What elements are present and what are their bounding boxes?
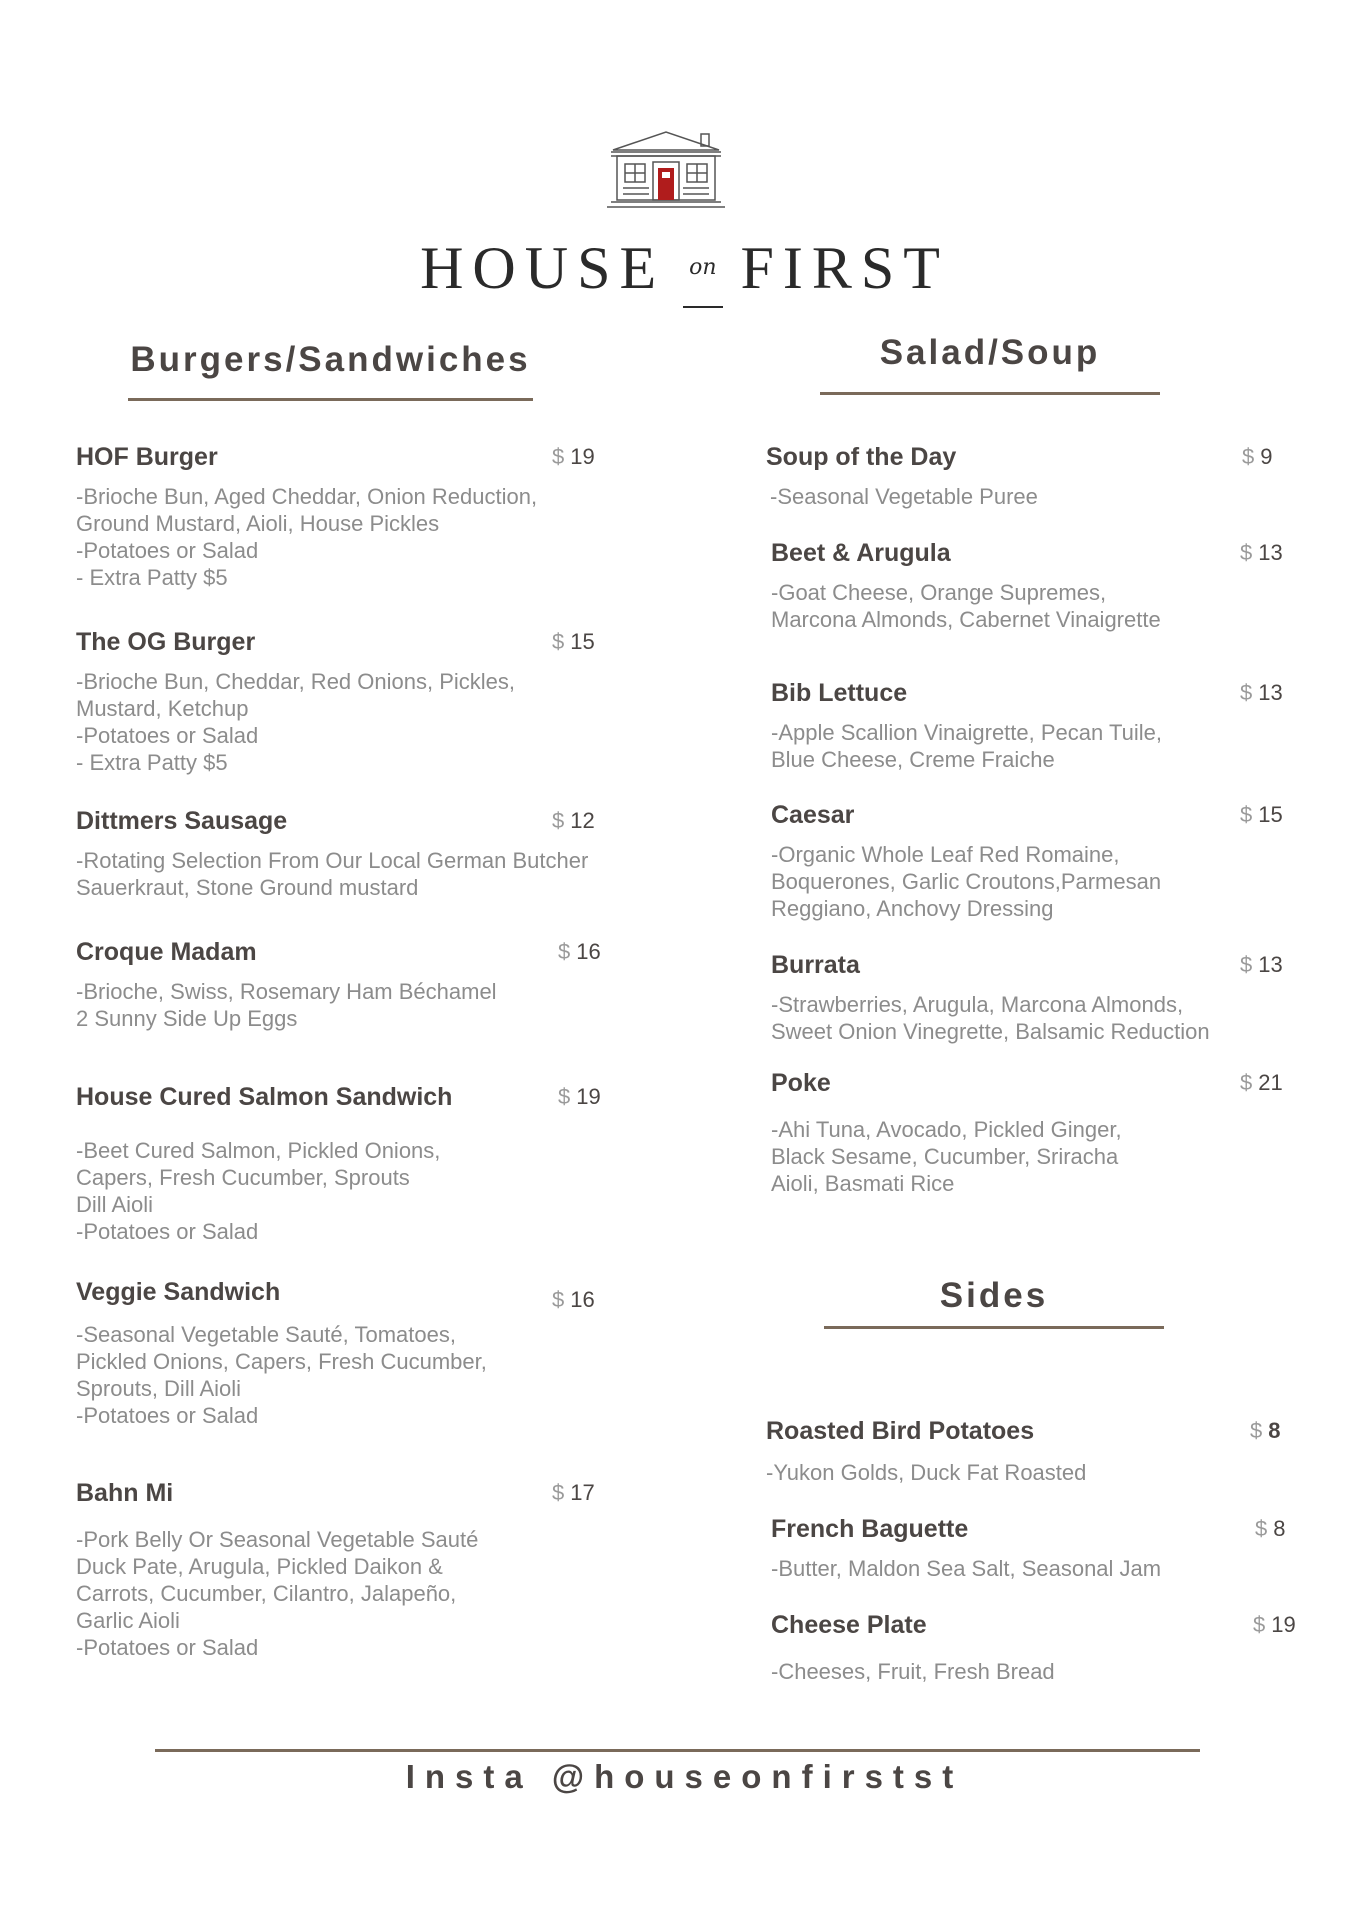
menu-item	[76, 1082, 636, 1245]
item-price: $ 8	[1250, 1418, 1281, 1443]
item-price: $ 15	[552, 629, 595, 654]
item-description: -Seasonal Vegetable Sauté, Tomatoes, Pickled Onions, Capers, Fresh Cucumber, Sprouts, Dill Aioli -Potatoes or Salad	[76, 1322, 487, 1428]
sides-underline	[824, 1326, 1164, 1329]
item-price: $ 19	[1253, 1612, 1296, 1637]
section-title-sides: Sides	[939, 1276, 1049, 1315]
item-description: -Apple Scallion Vinaigrette, Pecan Tuile, Blue Cheese, Creme Fraiche	[771, 720, 1162, 772]
menu-item	[771, 1610, 1331, 1685]
item-description: -Beet Cured Salmon, Pickled Onions, Capers, Fresh Cucumber, Sprouts Dill Aioli -Potatoes or Salad	[76, 1138, 441, 1244]
menu-item	[771, 1068, 1331, 1197]
item-description: -Yukon Golds, Duck Fat Roasted	[766, 1460, 1087, 1485]
item-name: Beet & Arugula	[771, 539, 951, 567]
menu-item	[766, 1416, 1326, 1486]
item-price: $ 16	[552, 1287, 595, 1312]
item-price: $ 19	[552, 444, 595, 469]
menu-item	[76, 806, 636, 901]
section-title-burgers: Burgers/Sandwiches	[130, 340, 531, 379]
item-description: -Organic Whole Leaf Red Romaine, Boquerones, Garlic Croutons,Parmesan Reggiano, Anchovy Dressing	[771, 842, 1162, 921]
menu-item	[76, 1478, 636, 1661]
item-name: Bib Lettuce	[771, 679, 908, 707]
item-price: $ 19	[558, 1084, 601, 1109]
item-description: -Seasonal Vegetable Puree	[770, 484, 1038, 509]
item-description: -Cheeses, Fruit, Fresh Bread	[771, 1659, 1055, 1684]
item-name: Soup of the Day	[766, 443, 957, 471]
item-name: Caesar	[771, 801, 855, 829]
item-description: -Strawberries, Arugula, Marcona Almonds, Sweet Onion Vinegrette, Balsamic Reduction	[771, 992, 1210, 1044]
item-name: Burrata	[771, 951, 860, 979]
menu-item	[76, 937, 636, 1032]
item-description: -Brioche Bun, Aged Cheddar, Onion Reduction, Ground Mustard, Aioli, House Pickles -Potatoes or Salad - Extra Patty $5	[76, 484, 538, 590]
item-price: $ 13	[1240, 680, 1283, 705]
item-price: $ 17	[552, 1480, 595, 1505]
section-title-salad: Salad/Soup	[879, 333, 1101, 372]
item-description: -Brioche, Swiss, Rosemary Ham Béchamel 2 Sunny Side Up Eggs	[76, 979, 497, 1031]
instagram-handle: Insta @houseonfirstst	[405, 1758, 964, 1795]
menu-item	[771, 950, 1331, 1045]
item-name: Cheese Plate	[771, 1611, 927, 1639]
item-description: -Rotating Selection From Our Local German Butcher Sauerkraut, Stone Ground mustard	[76, 848, 589, 900]
brand-on: on	[683, 232, 722, 308]
item-description: -Brioche Bun, Cheddar, Red Onions, Pickles, Mustard, Ketchup -Potatoes or Salad - Extra Patty $5	[76, 669, 516, 775]
menu-item	[771, 1514, 1331, 1582]
item-description: -Butter, Maldon Sea Salt, Seasonal Jam	[771, 1556, 1162, 1581]
item-name: Dittmers Sausage	[76, 807, 288, 835]
menu-item	[771, 678, 1331, 773]
item-price: $ 12	[552, 808, 595, 833]
item-name: The OG Burger	[76, 628, 256, 656]
brand-wordmark	[0, 232, 1369, 322]
item-price: $ 16	[558, 939, 601, 964]
item-description: -Goat Cheese, Orange Supremes, Marcona Almonds, Cabernet Vinaigrette	[771, 580, 1161, 632]
footer-rule	[155, 1749, 1200, 1752]
item-name: Veggie Sandwich	[76, 1278, 281, 1306]
item-name: Roasted Bird Potatoes	[766, 1417, 1035, 1445]
item-price: $ 21	[1240, 1070, 1283, 1095]
brand-house: HOUSE	[420, 235, 666, 301]
house-logo-icon	[603, 128, 729, 212]
salad-underline	[820, 392, 1160, 395]
item-description: -Ahi Tuna, Avocado, Pickled Ginger, Black Sesame, Cucumber, Sriracha Aioli, Basmati Rice	[771, 1117, 1122, 1196]
menu-item	[766, 442, 1326, 510]
item-description: -Pork Belly Or Seasonal Vegetable Sauté Duck Pate, Arugula, Pickled Daikon & Carrots, Cucumber, Cilantro, Jalapeño, Garlic Aioli -Potatoes or Salad	[76, 1527, 479, 1660]
item-price: $ 13	[1240, 540, 1283, 565]
menu-item	[76, 627, 636, 776]
item-name: House Cured Salmon Sandwich	[76, 1083, 453, 1111]
item-price: $ 15	[1240, 802, 1283, 827]
item-price: $ 8	[1255, 1516, 1286, 1541]
brand-first: FIRST	[740, 235, 949, 301]
item-name: Poke	[771, 1069, 831, 1097]
menu-item	[771, 800, 1331, 922]
burgers-underline	[128, 398, 533, 401]
menu-item	[76, 1277, 636, 1429]
item-name: French Baguette	[771, 1515, 969, 1543]
menu-item	[771, 538, 1331, 633]
menu-item	[76, 442, 636, 591]
item-price: $ 9	[1242, 444, 1273, 469]
item-name: Croque Madam	[76, 938, 257, 966]
item-price: $ 13	[1240, 952, 1283, 977]
item-name: HOF Burger	[76, 443, 218, 471]
item-name: Bahn Mi	[76, 1479, 174, 1507]
